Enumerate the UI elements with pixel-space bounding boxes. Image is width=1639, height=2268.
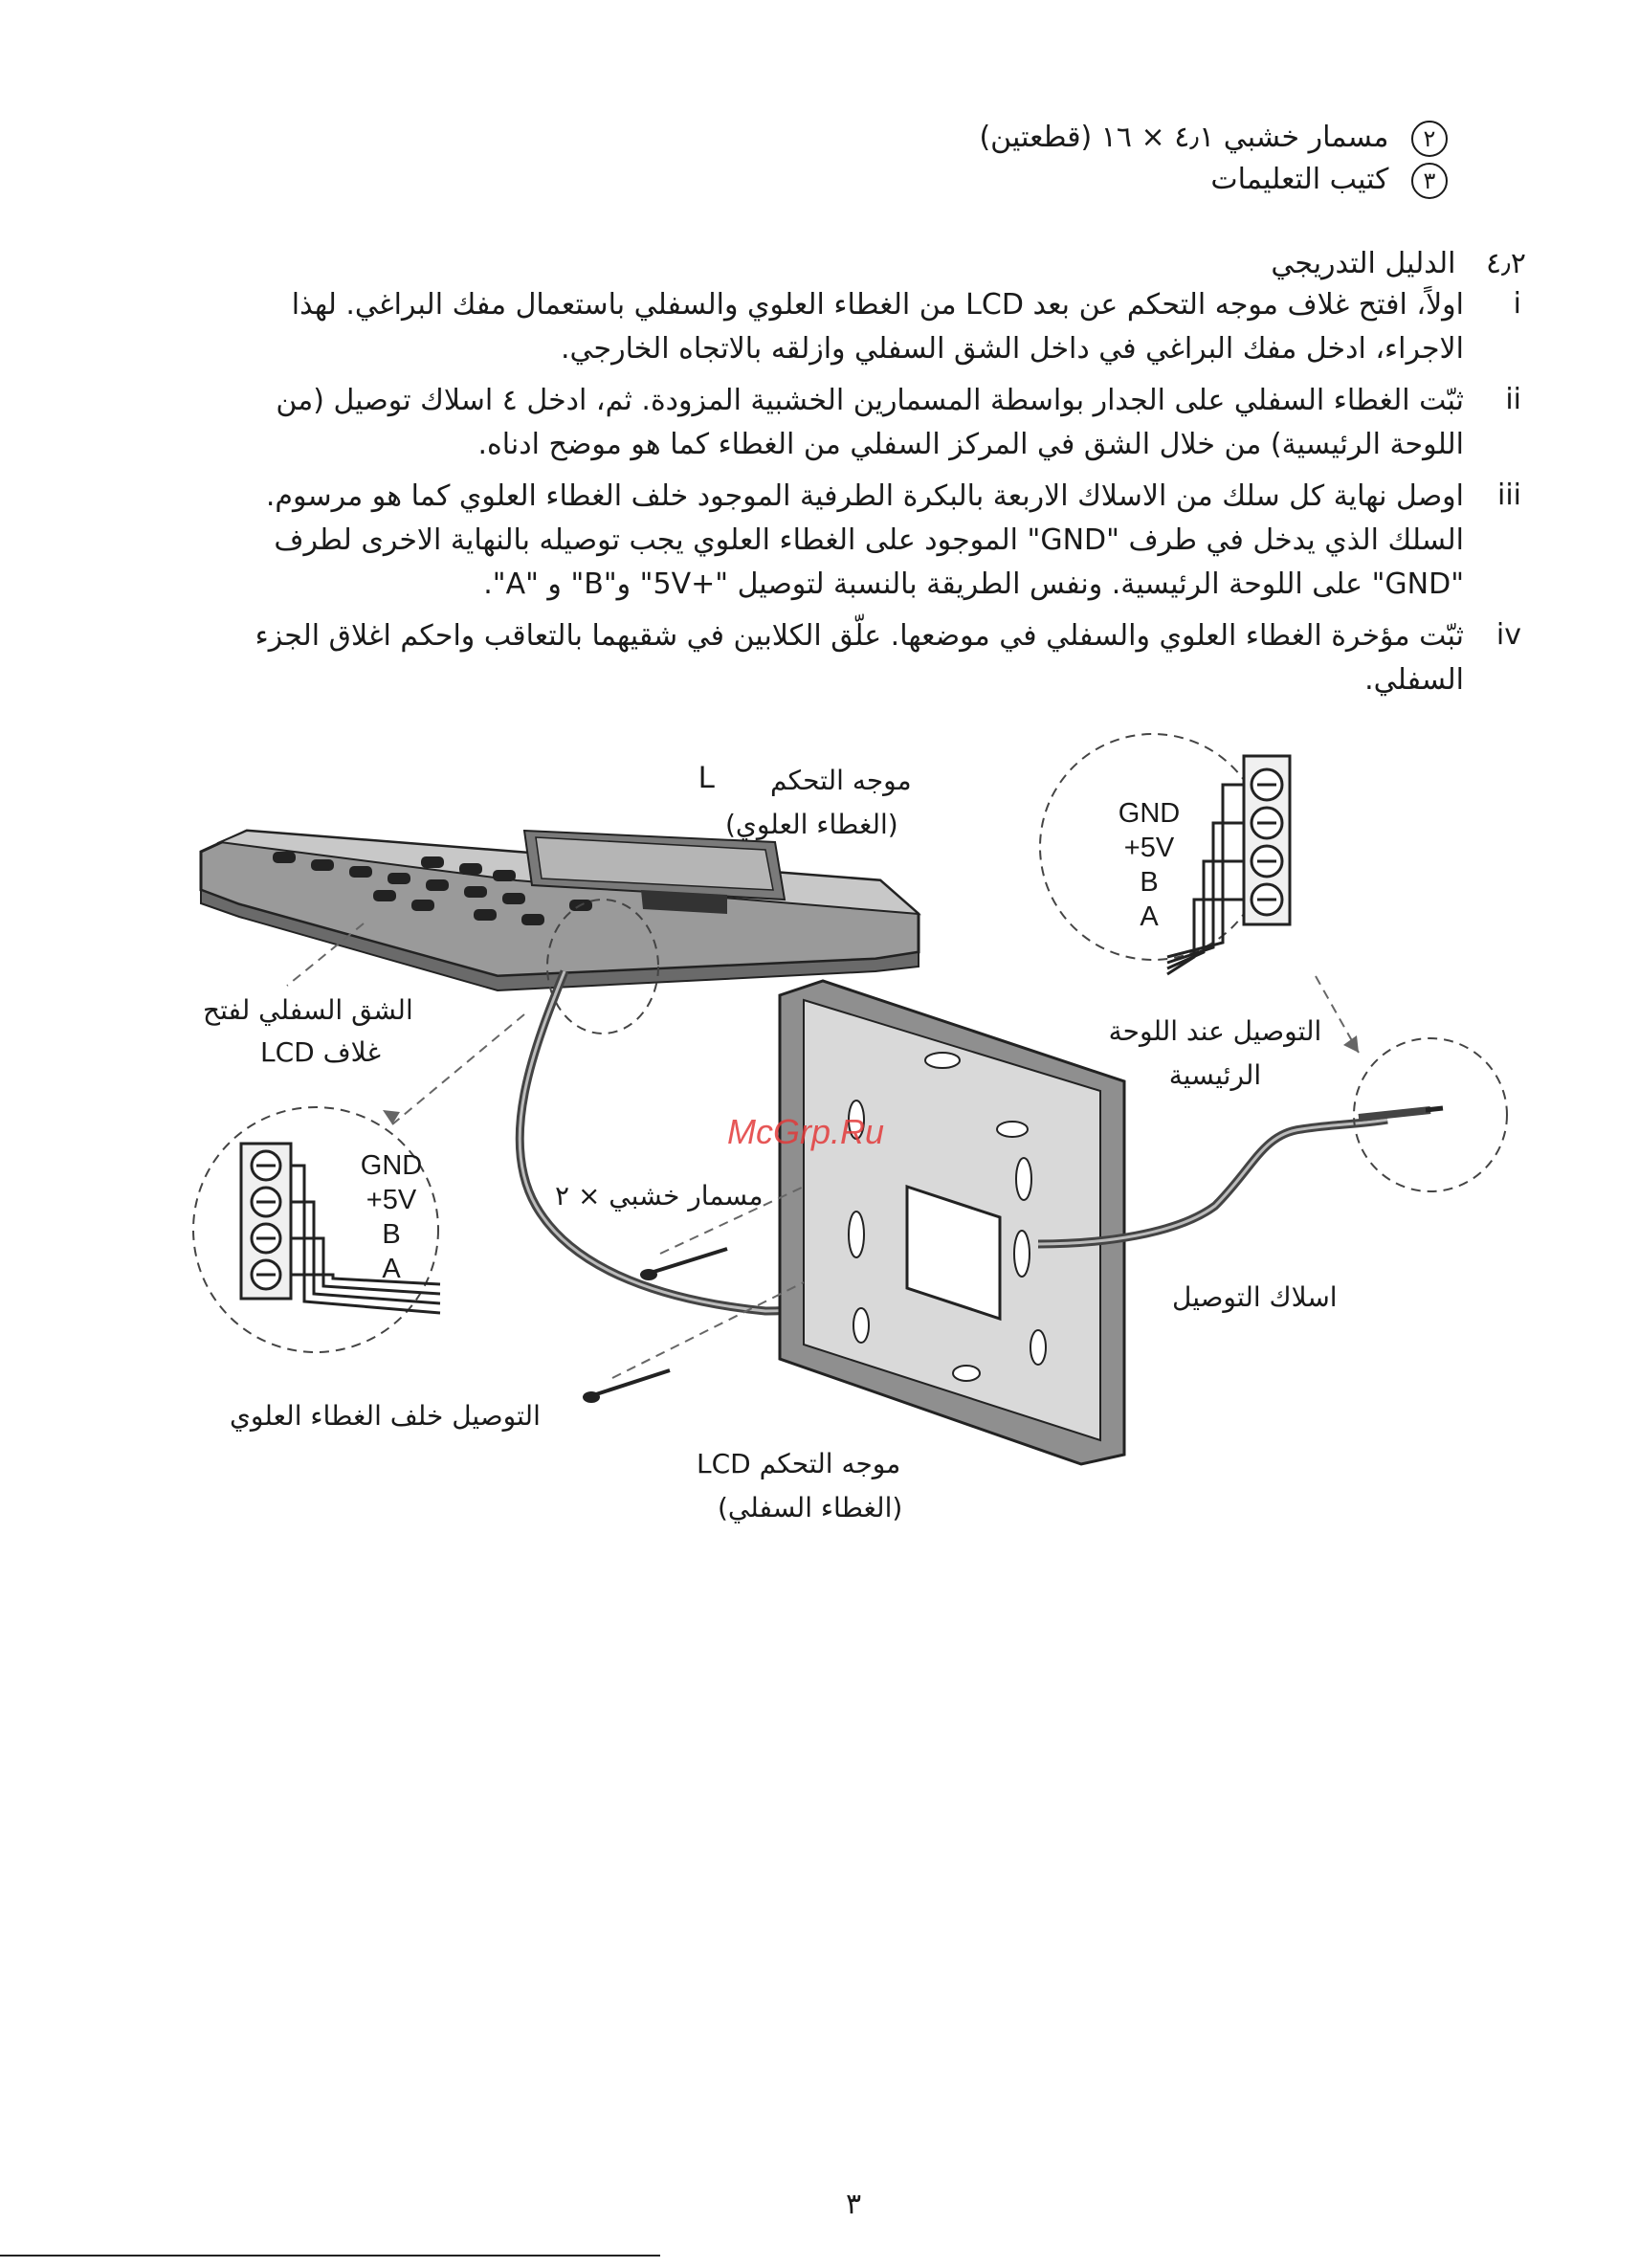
upper-cover-letter: L	[698, 760, 716, 794]
pin-label-5v: +5V	[365, 1185, 417, 1215]
upper-cover-drawing	[201, 831, 919, 990]
lower-cover-drawing	[780, 981, 1124, 1464]
pin-label-a: A	[1140, 901, 1159, 932]
upper-cover-label-line2: (الغطاء العلوي)	[725, 809, 898, 840]
wires-label: اسلاك التوصيل	[1172, 1281, 1338, 1313]
back-connection-label: التوصيل خلف الغطاء العلوي	[230, 1400, 541, 1432]
item-number-circle: ٣	[1411, 163, 1448, 199]
item-text: كتيب التعليمات	[1210, 163, 1389, 196]
step-text: ثبّت الغطاء السفلي على الجدار بواسطة المسمارين الخشبية المزودة. ثم، ادخل ٤ اسلاك توصيل (من اللوحة الرئيسية) من خلال الشق في المركز السفلي من الغطاء كما هو موضح ادناه.	[276, 384, 1464, 461]
pin-label-b: B	[382, 1219, 401, 1250]
page-number: ٣	[846, 2188, 862, 2221]
main-board-label-line1: التوصيل عند اللوحة	[1108, 1015, 1322, 1047]
lower-cover-label-line1: موجه التحكم LCD	[697, 1448, 901, 1479]
main-board-label-line2: الرئيسية	[1168, 1059, 1262, 1091]
section-number: ٤٫٢	[1486, 247, 1526, 280]
step-text: اولاً، افتح غلاف موجه التحكم عن بعد LCD من الغطاء العلوي والسفلي باستعمال مفك البراغي. لهذا الاجراء، ادخل مفك البراغي في داخل الشق السفلي وازلقه بالاتجاه الخارجي.	[291, 288, 1464, 366]
watermark: McGrp.Ru	[727, 1112, 885, 1151]
slot-label-line1: الشق السفلي لفتح	[203, 994, 413, 1026]
bottom-edge-line	[0, 2255, 660, 2257]
pin-label-b: B	[1140, 867, 1159, 898]
upper-cover-label-line1: موجه التحكم	[770, 765, 912, 796]
pin-label-5v: +5V	[1123, 833, 1175, 863]
section-title: الدليل التدريجي	[1271, 247, 1456, 280]
lower-cover-label-line2: (الغطاء السفلي)	[718, 1492, 903, 1523]
slot-label-line2: غلاف LCD	[260, 1036, 381, 1068]
pin-label-gnd: GND	[360, 1150, 423, 1181]
pin-label-a: A	[382, 1254, 401, 1284]
item-number-circle: ٢	[1411, 121, 1448, 157]
step-text: ثبّت مؤخرة الغطاء العلوي والسفلي في موضعها. علّق الكلابين في شقيهما بالتعاقب واحكم اغلاق الجزء السفلي.	[255, 619, 1464, 697]
step-roman: ii	[1505, 383, 1521, 416]
step-roman: iii	[1496, 478, 1521, 512]
screw-label: مسمار خشبي × ٢	[555, 1180, 764, 1212]
step-roman: iv	[1495, 618, 1521, 652]
terminal-labels-left	[348, 1148, 434, 1286]
step-roman: i	[1513, 287, 1521, 321]
terminal-labels-right	[1106, 796, 1192, 934]
step-text: اوصل نهاية كل سلك من الاسلاك الاربعة بالبكرة الطرفية الموجود خلف الغطاء العلوي كما هو مرسوم. السلك الذي يدخل في طرف "GND" الموجود على الغطاء العلوي يجب توصيله بالنهاية الاخرى لطرف "GND" على اللوحة الرئيسية. ونفس الطريقة بالنسبة لتوصيل "+5V" و"B" و "A".	[265, 479, 1464, 601]
pin-label-gnd: GND	[1118, 798, 1181, 829]
item-text: مسمار خشبي ٤٫١ × ١٦ (قطعتين)	[979, 121, 1389, 154]
